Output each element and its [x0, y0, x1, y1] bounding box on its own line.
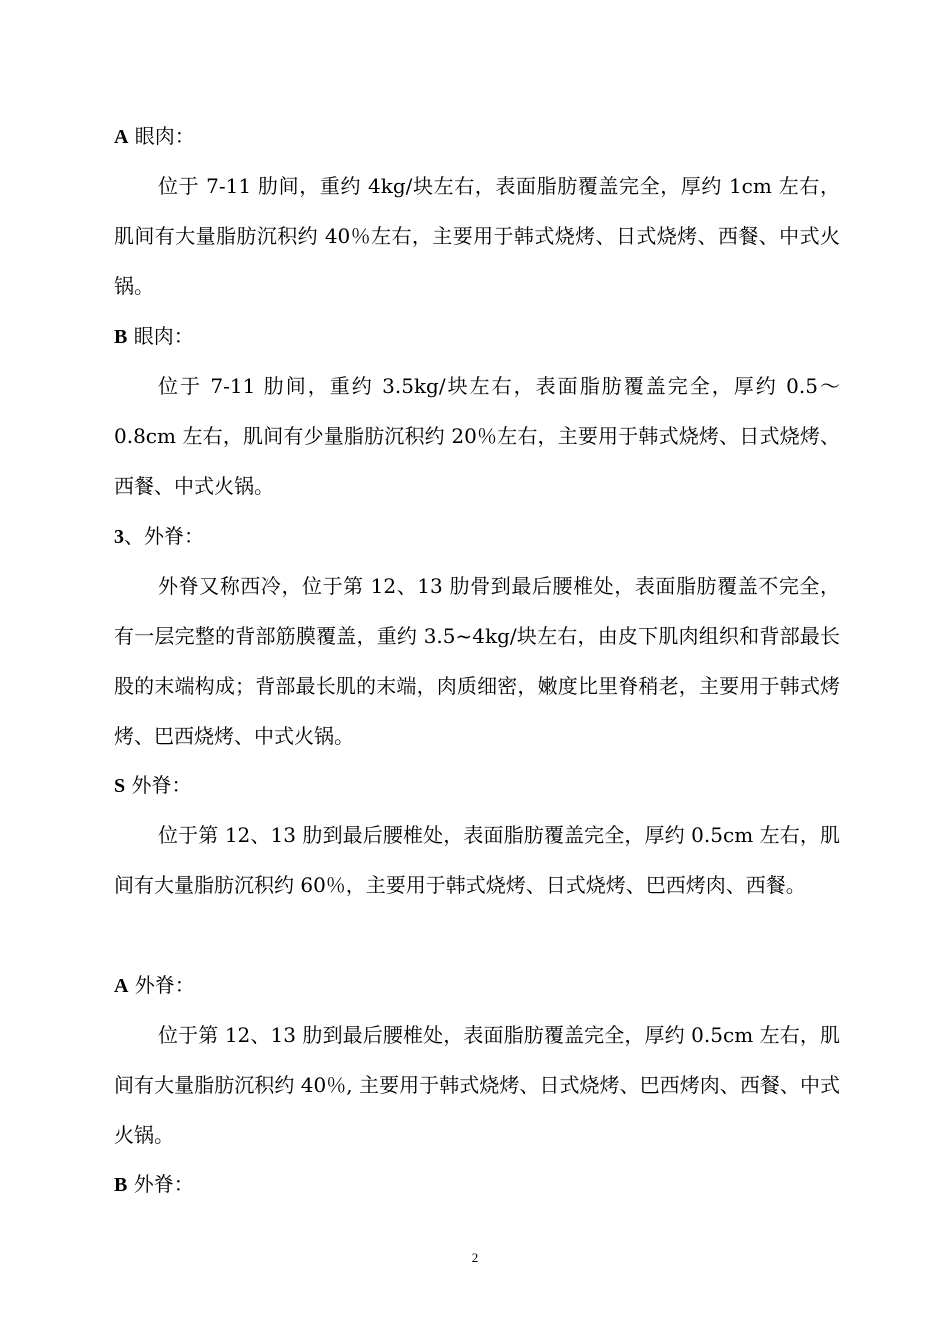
- heading-label: 外脊：: [127, 1172, 194, 1196]
- heading-grade: A: [114, 126, 129, 148]
- section-heading: [114, 1159, 840, 1210]
- document-page: [114, 0, 840, 1344]
- section-paragraph: 外脊又称西冷，位于第 12、13 肋骨到最后腰椎处，表面脂肪覆盖不完全，有一层完整的背部筋膜覆盖，重约 3.5~4kg/块左右，由皮下肌肉组织和背部最长股的末端构成；背部最长肌的末端，肉质细密，嫩度比里脊稍老，主要用于韩式烤烤、巴西烧烤、中式火锅。: [114, 574, 840, 748]
- section-paragraph: 位于 7-11 肋间，重约 4kg/块左右，表面脂肪覆盖完全，厚约 1cm 左右，肌间有大量脂肪沉积约 40％左右，主要用于韩式烧烤、日式烧烤、西餐、中式火锅。: [114, 174, 840, 298]
- section-heading: [114, 960, 840, 1011]
- heading-label: 眼肉：: [127, 324, 194, 348]
- section-paragraph: 位于第 12、13 肋到最后腰椎处，表面脂肪覆盖完全，厚约 0.5cm 左右，肌间有大量脂肪沉积约 60％，主要用于韩式烧烤、日式烧烤、巴西烤肉、西餐。: [114, 823, 840, 897]
- page-number: 2: [471, 1250, 479, 1265]
- heading-grade: S: [114, 775, 126, 797]
- heading-grade: B: [114, 326, 128, 348]
- heading-label: 眼肉：: [128, 124, 195, 148]
- section-heading: [114, 760, 840, 811]
- heading-grade: A: [114, 975, 129, 997]
- section-heading: [114, 511, 840, 562]
- heading-grade: B: [114, 1174, 128, 1196]
- heading-label: 外脊：: [125, 773, 192, 797]
- heading-label: 、外脊：: [124, 524, 204, 548]
- heading-number: 3: [114, 526, 124, 548]
- heading-label: 外脊：: [128, 973, 195, 997]
- section-paragraph: 位于 7-11 肋间，重约 3.5kg/块左右，表面脂肪覆盖完全，厚约 0.5～0.8cm 左右，肌间有少量脂肪沉积约 20％左右，主要用于韩式烧烤、日式烧烤、西餐、中式火锅。: [114, 374, 840, 498]
- section-heading: [114, 111, 840, 162]
- section-heading: [114, 311, 840, 362]
- section-paragraph: 位于第 12、13 肋到最后腰椎处，表面脂肪覆盖完全，厚约 0.5cm 左右，肌间有大量脂肪沉积约 40％, 主要用于韩式烧烤、日式烧烤、巴西烤肉、西餐、中式火锅。: [114, 1023, 840, 1147]
